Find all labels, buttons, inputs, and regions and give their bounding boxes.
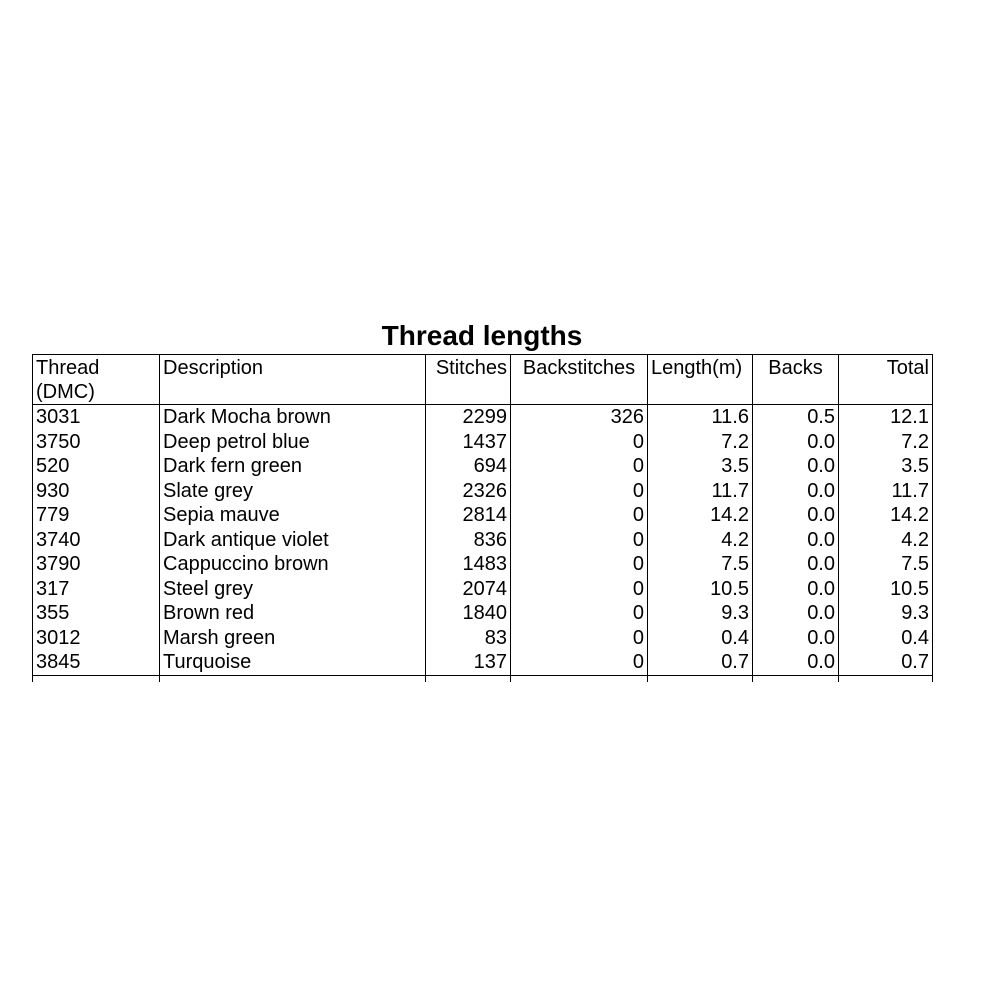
- thread-lengths-table: [32, 354, 933, 682]
- cell-backstitches: 0: [511, 650, 648, 675]
- cell-stitches: 836: [426, 528, 511, 553]
- header-thread: Thread (DMC): [33, 355, 160, 405]
- cell-total: 4.2: [839, 528, 933, 553]
- cell-thread: 779: [33, 503, 160, 528]
- cell-stitches: 137: [426, 650, 511, 675]
- cell-backs: 0.5: [753, 405, 839, 430]
- cell-backs: 0.0: [753, 454, 839, 479]
- cell-thread: 930: [33, 479, 160, 504]
- cell-thread: 3750: [33, 430, 160, 455]
- table-row: [33, 552, 933, 577]
- cell-length: 11.6: [648, 405, 753, 430]
- cell-length: 14.2: [648, 503, 753, 528]
- cell-total: 11.7: [839, 479, 933, 504]
- cell-thread: 3790: [33, 552, 160, 577]
- table-row: [33, 479, 933, 504]
- cell-backs: 0.0: [753, 430, 839, 455]
- table-border-tail: [33, 675, 933, 682]
- cell-backs: 0.0: [753, 552, 839, 577]
- cell-description: Cappuccino brown: [160, 552, 426, 577]
- cell-total: 0.7: [839, 650, 933, 675]
- cell-stitches: 1437: [426, 430, 511, 455]
- cell-backs: 0.0: [753, 479, 839, 504]
- cell-stitches: 2814: [426, 503, 511, 528]
- cell-thread: 3012: [33, 626, 160, 651]
- cell-total: 14.2: [839, 503, 933, 528]
- cell-thread: 3740: [33, 528, 160, 553]
- cell-description: Brown red: [160, 601, 426, 626]
- cell-stitches: 694: [426, 454, 511, 479]
- cell-thread: 3845: [33, 650, 160, 675]
- table-row: [33, 577, 933, 602]
- header-backstitches: Backstitches: [511, 355, 648, 405]
- cell-total: 9.3: [839, 601, 933, 626]
- table-row: [33, 405, 933, 430]
- cell-stitches: 2299: [426, 405, 511, 430]
- header-stitches: Stitches: [426, 355, 511, 405]
- cell-backstitches: 0: [511, 479, 648, 504]
- cell-length: 4.2: [648, 528, 753, 553]
- table-row: [33, 430, 933, 455]
- cell-length: 0.7: [648, 650, 753, 675]
- cell-backstitches: 0: [511, 552, 648, 577]
- cell-total: 12.1: [839, 405, 933, 430]
- cell-thread: 355: [33, 601, 160, 626]
- cell-backs: 0.0: [753, 650, 839, 675]
- cell-backs: 0.0: [753, 601, 839, 626]
- cell-backstitches: 0: [511, 528, 648, 553]
- cell-total: 0.4: [839, 626, 933, 651]
- cell-thread: 520: [33, 454, 160, 479]
- cell-description: Dark antique violet: [160, 528, 426, 553]
- cell-description: Slate grey: [160, 479, 426, 504]
- cell-backstitches: 0: [511, 503, 648, 528]
- cell-thread: 3031: [33, 405, 160, 430]
- table-row: [33, 601, 933, 626]
- cell-backstitches: 326: [511, 405, 648, 430]
- cell-description: Steel grey: [160, 577, 426, 602]
- cell-length: 7.2: [648, 430, 753, 455]
- cell-backs: 0.0: [753, 626, 839, 651]
- table-row: [33, 528, 933, 553]
- cell-backs: 0.0: [753, 577, 839, 602]
- cell-total: 7.5: [839, 552, 933, 577]
- table-row: [33, 454, 933, 479]
- cell-backstitches: 0: [511, 626, 648, 651]
- header-description: Description: [160, 355, 426, 405]
- page-title: Thread lengths: [381, 320, 583, 351]
- cell-backstitches: 0: [511, 454, 648, 479]
- cell-length: 7.5: [648, 552, 753, 577]
- cell-description: Deep petrol blue: [160, 430, 426, 455]
- cell-total: 7.2: [839, 430, 933, 455]
- cell-stitches: 1840: [426, 601, 511, 626]
- table-row: [33, 503, 933, 528]
- cell-description: Turquoise: [160, 650, 426, 675]
- cell-backstitches: 0: [511, 577, 648, 602]
- cell-stitches: 2326: [426, 479, 511, 504]
- header-total: Total: [839, 355, 933, 405]
- cell-description: Sepia mauve: [160, 503, 426, 528]
- cell-description: Dark Mocha brown: [160, 405, 426, 430]
- cell-stitches: 83: [426, 626, 511, 651]
- cell-length: 0.4: [648, 626, 753, 651]
- header-length: Length(m): [648, 355, 753, 405]
- cell-backs: 0.0: [753, 503, 839, 528]
- cell-length: 3.5: [648, 454, 753, 479]
- cell-total: 10.5: [839, 577, 933, 602]
- table-row: [33, 650, 933, 675]
- cell-total: 3.5: [839, 454, 933, 479]
- cell-backstitches: 0: [511, 601, 648, 626]
- cell-description: Dark fern green: [160, 454, 426, 479]
- table-row: [33, 626, 933, 651]
- cell-backstitches: 0: [511, 430, 648, 455]
- cell-description: Marsh green: [160, 626, 426, 651]
- cell-thread: 317: [33, 577, 160, 602]
- table-header-row: [33, 355, 933, 405]
- cell-stitches: 2074: [426, 577, 511, 602]
- cell-backs: 0.0: [753, 528, 839, 553]
- cell-stitches: 1483: [426, 552, 511, 577]
- header-backs: Backs: [753, 355, 839, 405]
- cell-length: 9.3: [648, 601, 753, 626]
- cell-length: 10.5: [648, 577, 753, 602]
- cell-length: 11.7: [648, 479, 753, 504]
